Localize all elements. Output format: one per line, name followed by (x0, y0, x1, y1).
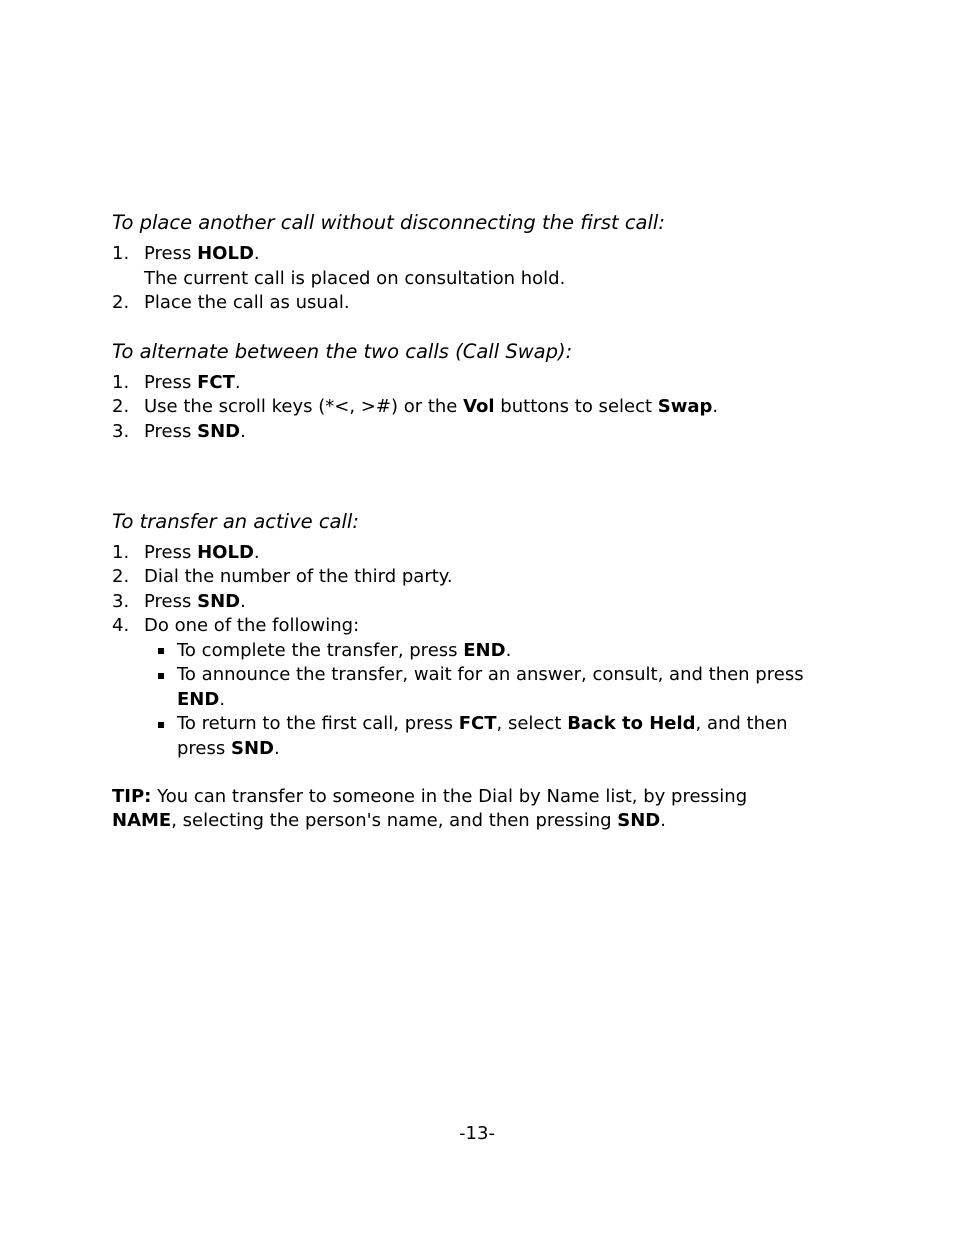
step-text (144, 541, 260, 565)
bullet-text (177, 737, 280, 761)
step-number: 2. (112, 566, 130, 587)
step-number: 4. (112, 615, 130, 636)
bullet-text-part: press (177, 738, 231, 759)
step-text: Do one of the following: (144, 615, 360, 636)
step-text-part: . (253, 243, 260, 264)
page-number: -13- (459, 1123, 495, 1144)
key-name: FCT (197, 372, 235, 393)
bullet-text-part: , and then (695, 713, 788, 734)
key-name: SND (197, 421, 241, 442)
tip-text (112, 809, 666, 833)
section-heading-transfer-call: To transfer an active call: (112, 510, 359, 533)
tip-text-part: , selecting the person's name, and then pressing (171, 810, 618, 831)
key-name: SND (197, 591, 241, 612)
step-text-part: Press (144, 421, 198, 442)
tip-text-part: You can transfer to someone in the Dial by Name list, by pressing (151, 786, 748, 807)
bullet-text-part: . (273, 738, 280, 759)
key-name: END (463, 640, 506, 661)
bullet-text-part: , select (496, 713, 568, 734)
key-name: SND (617, 810, 661, 831)
key-name: END (177, 689, 220, 710)
step-text-part: buttons to select (494, 396, 658, 417)
step-number: 1. (112, 243, 130, 264)
step-text (144, 590, 246, 614)
step-text: Dial the number of the third party. (144, 566, 453, 587)
key-name: HOLD (197, 542, 254, 563)
bullet-icon (158, 673, 164, 679)
step-text-part: . (240, 591, 246, 612)
key-name: FCT (458, 713, 497, 734)
key-name: HOLD (197, 243, 254, 264)
bullet-text: To announce the transfer, wait for an answer, consult, and then press (177, 664, 804, 685)
step-text (144, 420, 246, 444)
step-text: Place the call as usual. (144, 292, 350, 313)
step-text-part: . (234, 372, 241, 393)
bullet-text-part: . (219, 689, 226, 710)
bullet-text (177, 639, 511, 663)
key-name: Back to Held (567, 713, 696, 734)
key-name: Vol (463, 396, 495, 417)
key-name: Swap (657, 396, 713, 417)
step-text-part: . (240, 421, 246, 442)
bullet-text-part: To complete the transfer, press (177, 640, 464, 661)
step-number: 1. (112, 372, 130, 393)
step-text-part: Press (144, 372, 198, 393)
bullet-text (177, 688, 225, 712)
step-number: 2. (112, 396, 130, 417)
section-heading-place-call: To place another call without disconnecting the first call: (112, 211, 665, 234)
step-text-part: Press (144, 591, 198, 612)
step-number: 3. (112, 591, 130, 612)
step-text-part: Press (144, 542, 198, 563)
step-text-part: . (712, 396, 719, 417)
section-heading-call-swap: To alternate between the two calls (Call Swap): (112, 340, 573, 363)
step-text-part: . (253, 542, 260, 563)
bullet-text (177, 712, 788, 736)
tip-text (112, 785, 747, 809)
step-text (144, 395, 718, 419)
step-number: 3. (112, 421, 130, 442)
step-number: 1. (112, 542, 130, 563)
tip-label: TIP: (112, 786, 152, 807)
bullet-icon (158, 722, 164, 728)
step-note: The current call is placed on consultation hold. (144, 268, 566, 289)
bullet-text-part: To return to the first call, press (177, 713, 459, 734)
bullet-icon (158, 648, 164, 654)
step-text (144, 371, 241, 395)
step-text-part: Press (144, 243, 198, 264)
key-name: SND (230, 738, 274, 759)
key-name: NAME (112, 810, 172, 831)
step-text (144, 242, 260, 266)
step-text-part: Use the scroll keys (*<, >#) or the (144, 396, 464, 417)
tip-text-part: . (660, 810, 666, 831)
step-number: 2. (112, 292, 130, 313)
bullet-text-part: . (505, 640, 512, 661)
